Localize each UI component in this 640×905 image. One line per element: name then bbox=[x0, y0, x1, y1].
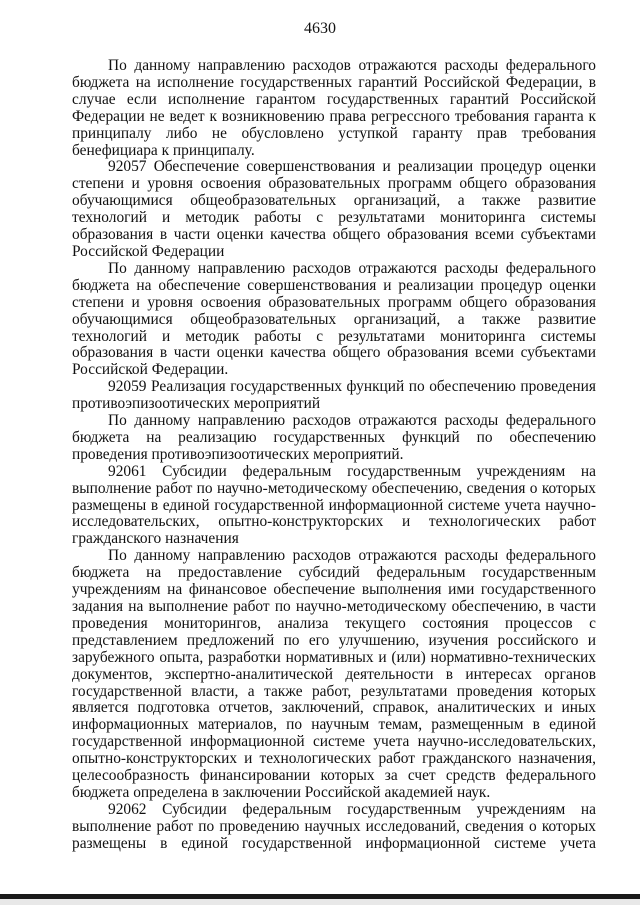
paragraph-92057-heading: 92057 Обеспечение совершенствования и реализации процедур оценки степени и уровня освоения образовательных программ общего образования обучающимися общеобразовательных организаций, а также развитие технологий и методик работы с результатами мониторинга системы образования в части оценки качества общего образования всеми субъектами Российской Федерации bbox=[72, 158, 596, 260]
paragraph-92059-description: По данному направлению расходов отражаются расходы федерального бюджета на реализацию государственных функций по обеспечению проведения противоэпизоотических мероприятий. bbox=[72, 412, 596, 463]
paragraph-92061-heading: 92061 Субсидии федеральным государственным учреждениям на выполнение работ по научно-методическому обеспечению, сведения о которых размещены в единой государственной информационной системе учета научно-исследовательских, опытно-конструкторских и технологических работ гражданского назначения bbox=[72, 462, 596, 548]
page-number: 4630 bbox=[304, 20, 336, 37]
paragraph-92057-description: По данному направлению расходов отражаются расходы федерального бюджета на обеспечение совершенствования и реализации процедур оценки степени и уровня освоения образовательных программ общего образования обучающимися общеобразовательных организаций, а также развитие технологий и методик работы с результатами мониторинга системы образования в части оценки качества общего образования всеми субъектами Российской Федерации. bbox=[72, 259, 596, 379]
paragraph-92059-heading: 92059 Реализация государственных функций по обеспечению проведения противоэпизоотических мероприятий bbox=[72, 378, 596, 413]
paragraph-92062-heading: 92062 Субсидии федеральным государственным учреждениям на выполнение работ по проведению научных исследований, сведения о которых размещены в единой государственной информационной системе учета bbox=[72, 800, 596, 852]
paragraph-92061-description: По данному направлению расходов отражаются расходы федерального бюджета на предоставление субсидий федеральным государственным учреждениям на финансовое обеспечение выполнения ими государственного задания на выполнение работ по научно-методическому обеспечению, в части проведения мониторингов, анализа текущего состояния процессов с представлением предложений по его улучшению, изучения российского и зарубежного опыта, разработки нормативных и (или) нормативно-технических документов, экспертно-аналитической деятельности в интересах органов государственной власти, а также работ, результатами проведения которых является подготовка отчетов, заключений, справок, аналитических и иных информационных материалов, по научным темам, размещенным в единой государственной информационной системе учета научно-исследовательских, опытно-конструкторских и технологических работ гражданского назначения, целесообразность финансировании которых за счет средств федерального бюджета определена в заключении Российской академией наук. bbox=[72, 547, 596, 801]
scan-bottom-margin bbox=[0, 899, 640, 905]
paragraph-guarantees: По данному направлению расходов отражаются расходы федерального бюджета на исполнение государственных гарантий Российской Федерации, в случае если исполнение гарантом государственных гарантий Российской Федерации не ведет к возникновению права регрессного требования гаранта к принципалу либо не обусловлено уступкой гаранту прав требования бенефициара к принципалу. bbox=[72, 57, 596, 159]
document-body bbox=[72, 58, 596, 853]
